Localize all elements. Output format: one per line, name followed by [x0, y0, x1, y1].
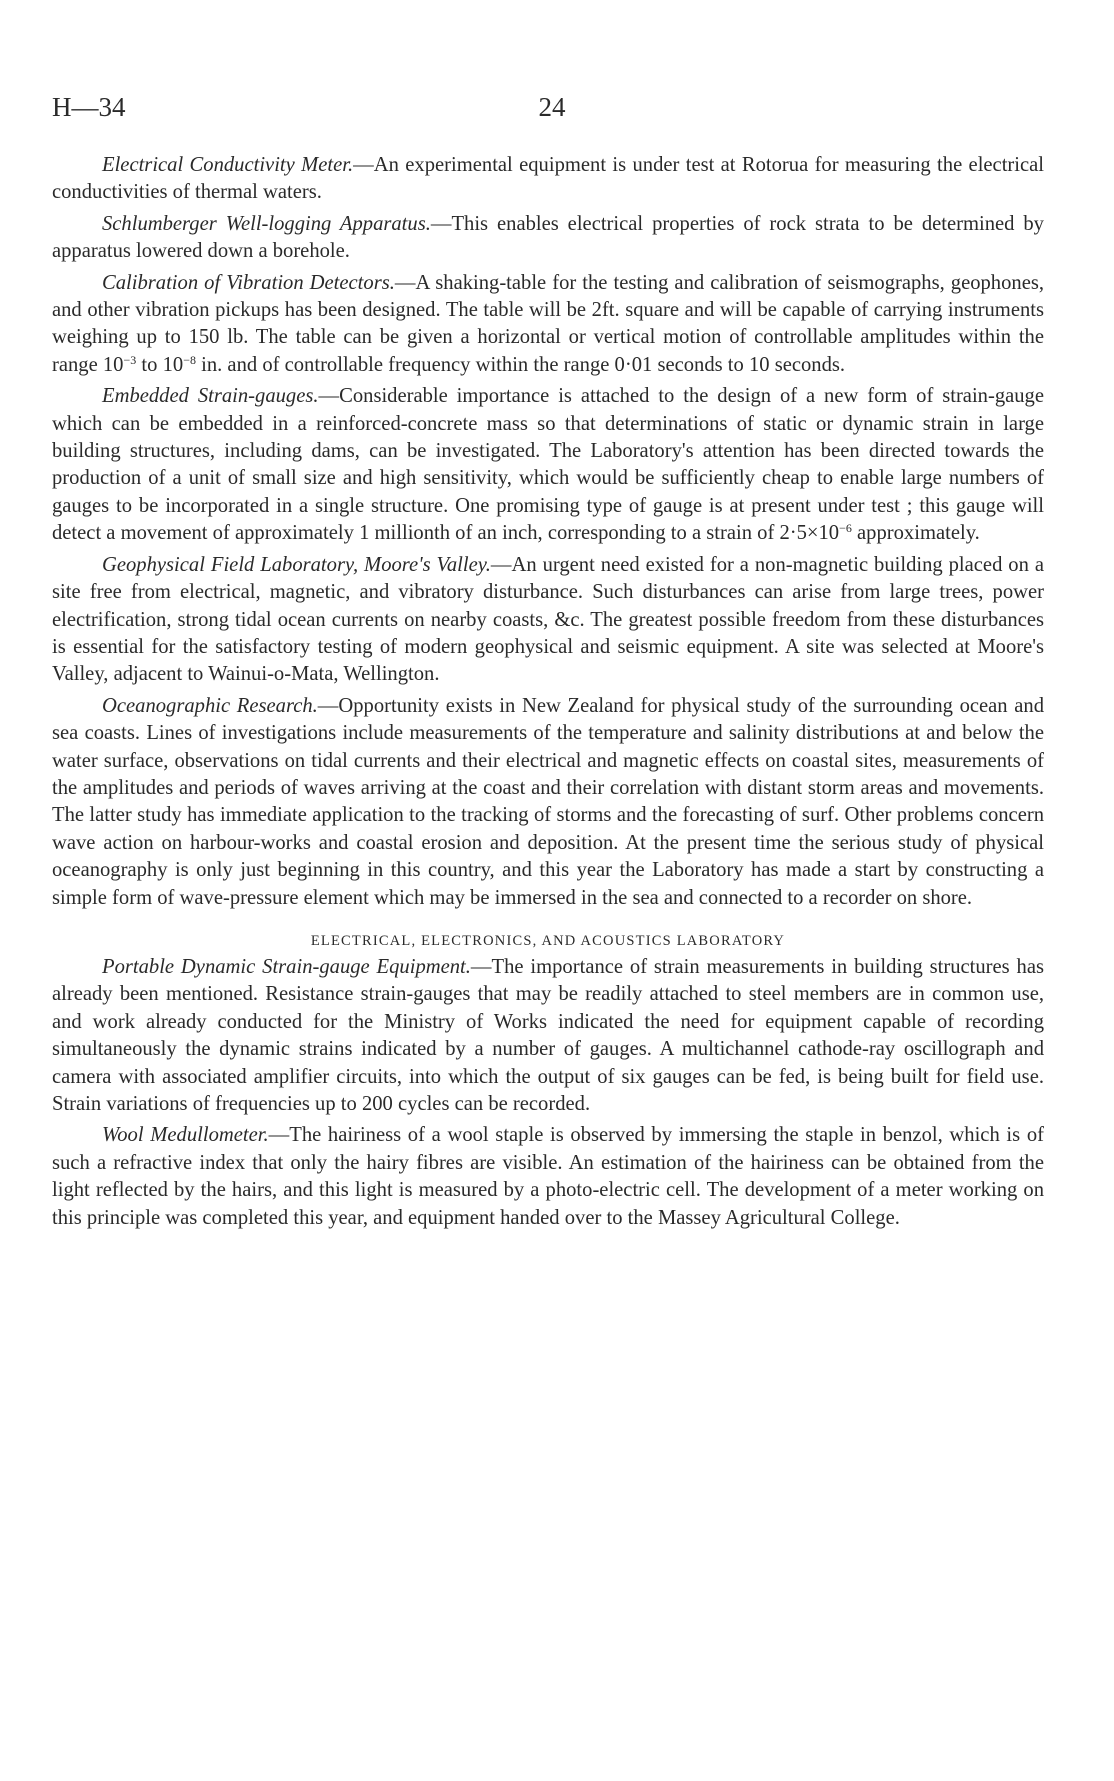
body-text — [52, 152, 1044, 1236]
paragraph-portable-dynamic-strain-gauge — [52, 954, 1044, 1118]
paragraph-text: —This enables electrical properties of rock strata to be determined by apparatus lowered down a borehole. — [52, 212, 1044, 263]
paragraph-text: —Considerable importance is attached to the design of a new form of strain-gauge which can be embedded in a reinforced-concrete mass so that determinations of static or dynamic strain in large building structures, including dams, can be investigated. The Laboratory's attention has been directed towards the production of a unit of small size and high sensitivity, which would be sufficiently cheap to enable large numbers of gauges to be incorporated in a single structure. One promising type of gauge is at present under test ; this gauge will detect a movement of approximately 1 millionth of an inch, corresponding to a strain of 2·5×10 — [52, 385, 1044, 545]
page-header — [52, 92, 1052, 132]
exponent: −6 — [839, 521, 852, 536]
paragraph-lead: Embedded Strain-gauges. — [102, 385, 319, 408]
paragraph-embedded-strain-gauges — [52, 383, 1044, 547]
exponent: −8 — [183, 352, 196, 367]
paragraph-text: to 10 — [136, 353, 184, 376]
paragraph-schlumberger-well-logging — [52, 211, 1044, 266]
paragraph-text: —An urgent need existed for a non-magnetic building placed on a site free from electrical, magnetic, and vibratory disturbance. Such disturbances can arise from large trees, power electrification, strong tidal ocean currents on nearby coasts, &c. The greatest possible freedom from these disturbances is essential for the satisfactory testing of modern geophysical and seismic equipment. A site was selected at Moore's Valley, adjacent to Wainui-o-Mata, Wellington. — [52, 553, 1044, 686]
paragraph-text: —The hairiness of a wool staple is observed by immersing the staple in benzol, which is of such a refractive index that only the hairy fibres are visible. An estimation of the hairiness can be obtained from the light reflected by the hairs, and this light is measured by a photo-electric cell. The development of a meter working on this principle was completed this year, and equipment handed over to the Massey Agricultural College. — [52, 1124, 1044, 1229]
paragraph-text: approximately. — [851, 522, 980, 545]
document-id: H—34 — [52, 92, 126, 122]
paragraph-lead: Portable Dynamic Strain-gauge Equipment. — [102, 955, 471, 978]
paragraph-text: —The importance of strain measurements in building structures has already been mentioned. Resistance strain-gauges that may be readily attached to steel members are in common use, and work already conducted for the Ministry of Works indicated the need for equipment capable of recording simultaneously the dynamic strains indicated by a number of gauges. A multichannel cathode-ray oscillograph and camera with associated amplifier circuits, into which the output of six gauges can be fed, is being built for field use. Strain variations of frequencies up to 200 cycles can be recorded. — [52, 955, 1044, 1115]
paragraph-oceanographic-research — [52, 693, 1044, 912]
paragraph-text: —An experimental equipment is under test at Rotorua for measuring the electrical conductivities of thermal waters. — [52, 154, 1045, 204]
section-heading: ELECTRICAL, ELECTRONICS, AND ACOUSTICS LABORATORY — [310, 932, 786, 949]
paragraph-lead: Schlumberger Well-logging Apparatus. — [102, 212, 431, 235]
exponent: −3 — [123, 352, 137, 367]
paragraph-text: in. and of controllable frequency within the range 0·01 seconds to 10 seconds. — [195, 353, 846, 376]
page-number: 24 — [538, 92, 566, 122]
paragraph-electrical-conductivity-meter — [52, 152, 1044, 207]
paragraph-lead: Electrical Conductivity Meter. — [102, 154, 354, 176]
paragraph-text: —Opportunity exists in New Zealand for physical study of the surrounding ocean and sea coasts. Lines of investigations include measurements of the temperature and salinity distributions at and below the water surface, observations on tidal currents and their electrical and magnetic effects on coastal sites, measurements of the amplitudes and periods of waves arriving at the coast and their correlation with distant storm areas and movements. The latter study has immediate application to the tracking of storms and the forecasting of surf. Other problems concern wave action on harbour-works and coastal erosion and deposition. At the present time the serious study of physical oceanography is only just beginning in this country, and this year the Laboratory has made a start by constructing a simple form of wave-pressure element which may be immersed in the sea and connected to a recorder on shore. — [52, 694, 1044, 909]
paragraph-geophysical-field-laboratory — [52, 552, 1044, 689]
paragraph-lead: Calibration of Vibration Detectors. — [102, 271, 395, 294]
paragraph-lead: Geophysical Field Laboratory, Moore's Valley. — [102, 553, 491, 576]
paragraph-calibration-vibration-detectors — [52, 270, 1044, 380]
paragraph-wool-medullometer — [52, 1122, 1044, 1232]
paragraph-lead: Wool Medullometer. — [102, 1124, 269, 1147]
paragraph-lead: Oceanographic Research. — [102, 694, 318, 717]
paragraph-text: —A shaking-table for the testing and calibration of seismographs, geophones, and other vibration pickups has been designed. The table will be 2ft. square and will be capable of carrying instruments weighing up to 150 lb. The table can be given a horizontal or vertical motion of controllable amplitudes within the range 10 — [52, 271, 1045, 376]
